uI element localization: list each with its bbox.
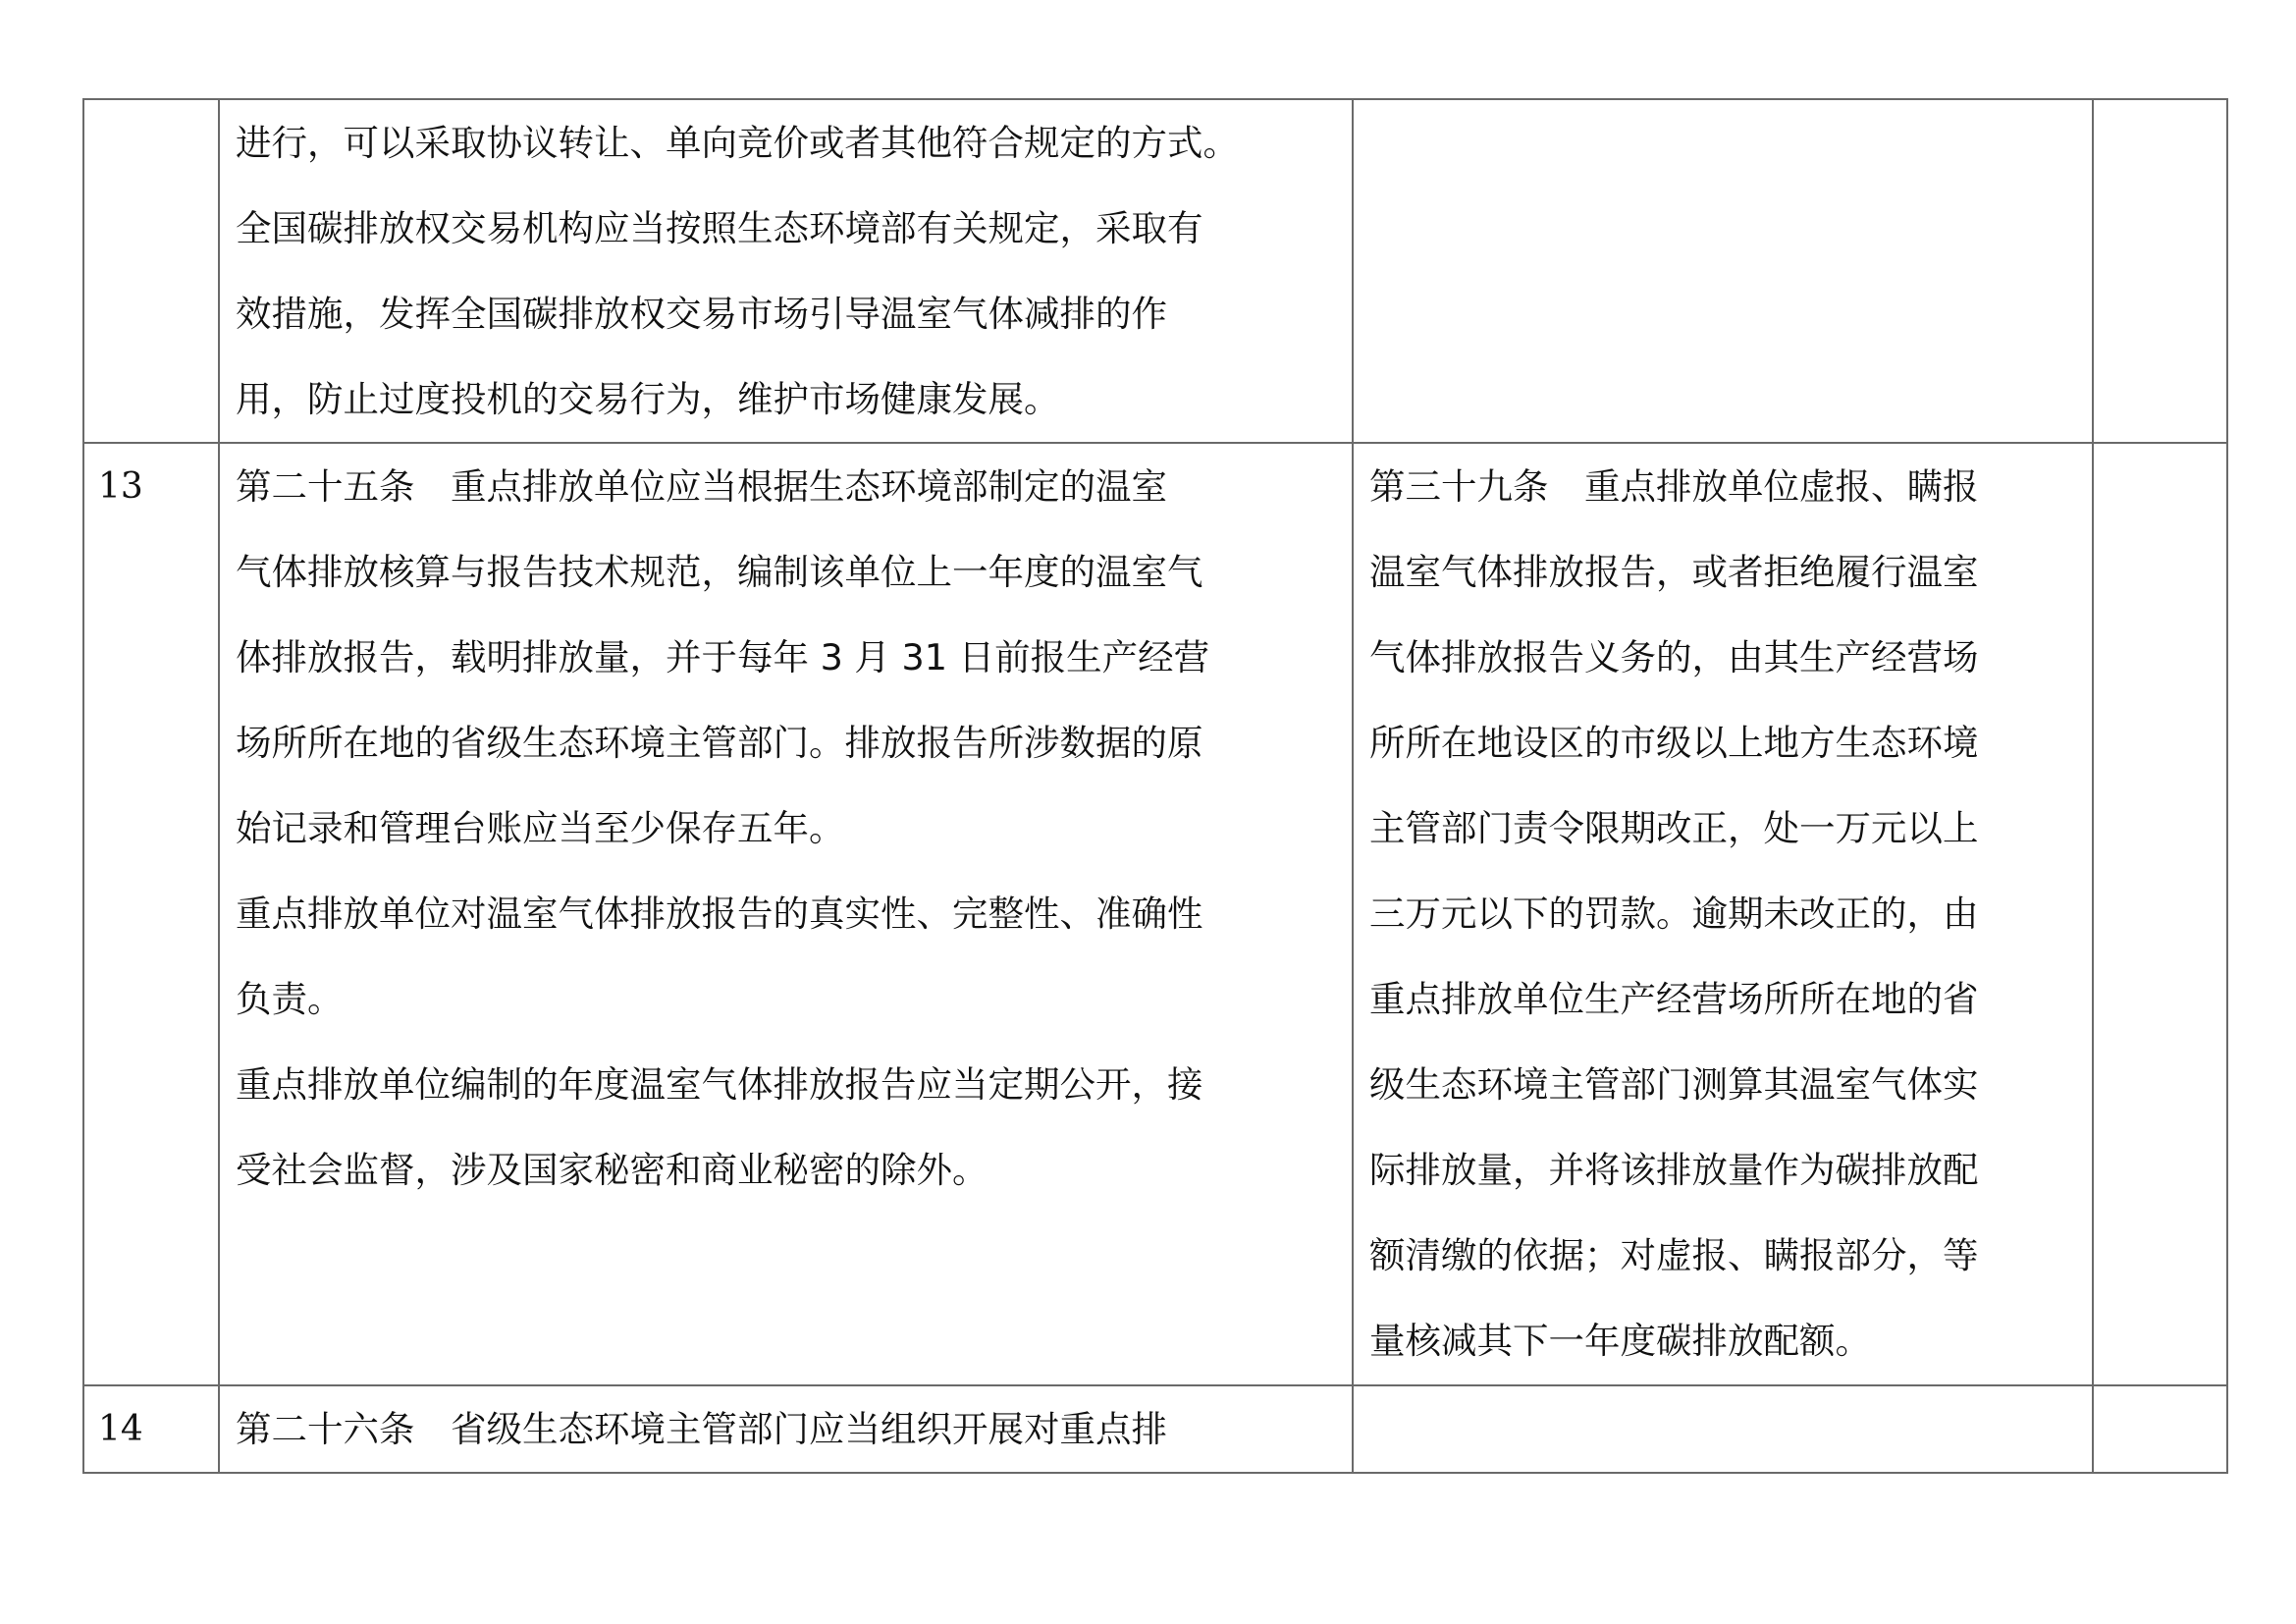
text-line: 始记录和管理台账应当至少保存五年。 (236, 807, 845, 849)
article-text-cell (219, 99, 1353, 443)
text-line: 第二十五条 重点排放单位应当根据生态环境部制定的温室 (236, 465, 1167, 508)
text-line: 所所在地设区的市级以上地方生态环境 (1369, 722, 1979, 764)
remarks-cell (2093, 443, 2227, 1385)
remarks-cell (2093, 1385, 2227, 1473)
table-row (83, 99, 2227, 443)
related-article-cell (1353, 99, 2093, 443)
row-number-cell (83, 1385, 219, 1473)
text-line: 气体排放核算与报告技术规范，编制该单位上一年度的温室气 (236, 551, 1203, 593)
text-line: 重点排放单位对温室气体排放报告的真实性、完整性、准确性 (236, 893, 1203, 935)
article-text-cell (219, 443, 1353, 1385)
text-line: 受社会监督，涉及国家秘密和商业秘密的除外。 (236, 1149, 988, 1191)
text-line: 级生态环境主管部门测算其温室气体实 (1369, 1063, 1979, 1106)
text-line: 全国碳排放权交易机构应当按照生态环境部有关规定，采取有 (236, 207, 1203, 249)
table-row (83, 443, 2227, 1385)
text-line: 主管部门责令限期改正，处一万元以上 (1369, 807, 1979, 849)
text-line: 用，防止过度投机的交易行为，维护市场健康发展。 (236, 378, 1060, 420)
text-line: 效措施，发挥全国碳排放权交易市场引导温室气体减排的作 (236, 293, 1167, 335)
row-number-cell (83, 99, 219, 443)
text-line: 体排放报告，载明排放量，并于每年 3 月 31 日前报生产经营 (236, 636, 1210, 678)
text-line: 进行，可以采取协议转让、单向竞价或者其他符合规定的方式。 (236, 122, 1239, 164)
text-line: 重点排放单位生产经营场所所在地的省 (1369, 978, 1979, 1020)
table-row (83, 1385, 2227, 1473)
regulation-comparison-table (82, 98, 2228, 1474)
text-line: 第二十六条 省级生态环境主管部门应当组织开展对重点排 (236, 1408, 1167, 1450)
related-article-cell (1353, 1385, 2093, 1473)
text-line: 第三十九条 重点排放单位虚报、瞒报 (1369, 465, 1979, 508)
row-number: 14 (98, 1409, 143, 1449)
text-line: 重点排放单位编制的年度温室气体排放报告应当定期公开，接 (236, 1063, 1203, 1106)
text-line: 际排放量，并将该排放量作为碳排放配 (1369, 1149, 1979, 1191)
row-number-cell (83, 443, 219, 1385)
text-line: 三万元以下的罚款。逾期未改正的，由 (1369, 893, 1979, 935)
row-number: 13 (98, 466, 143, 507)
text-line: 温室气体排放报告，或者拒绝履行温室 (1369, 551, 1979, 593)
text-line: 额清缴的依据；对虚报、瞒报部分，等 (1369, 1234, 1979, 1276)
related-article-cell (1353, 443, 2093, 1385)
text-line: 负责。 (236, 978, 344, 1020)
remarks-cell (2093, 99, 2227, 443)
article-text-cell (219, 1385, 1353, 1473)
text-line: 量核减其下一年度碳排放配额。 (1369, 1320, 1871, 1362)
text-line: 场所所在地的省级生态环境主管部门。排放报告所涉数据的原 (236, 722, 1203, 764)
text-line: 气体排放报告义务的，由其生产经营场 (1369, 636, 1979, 678)
